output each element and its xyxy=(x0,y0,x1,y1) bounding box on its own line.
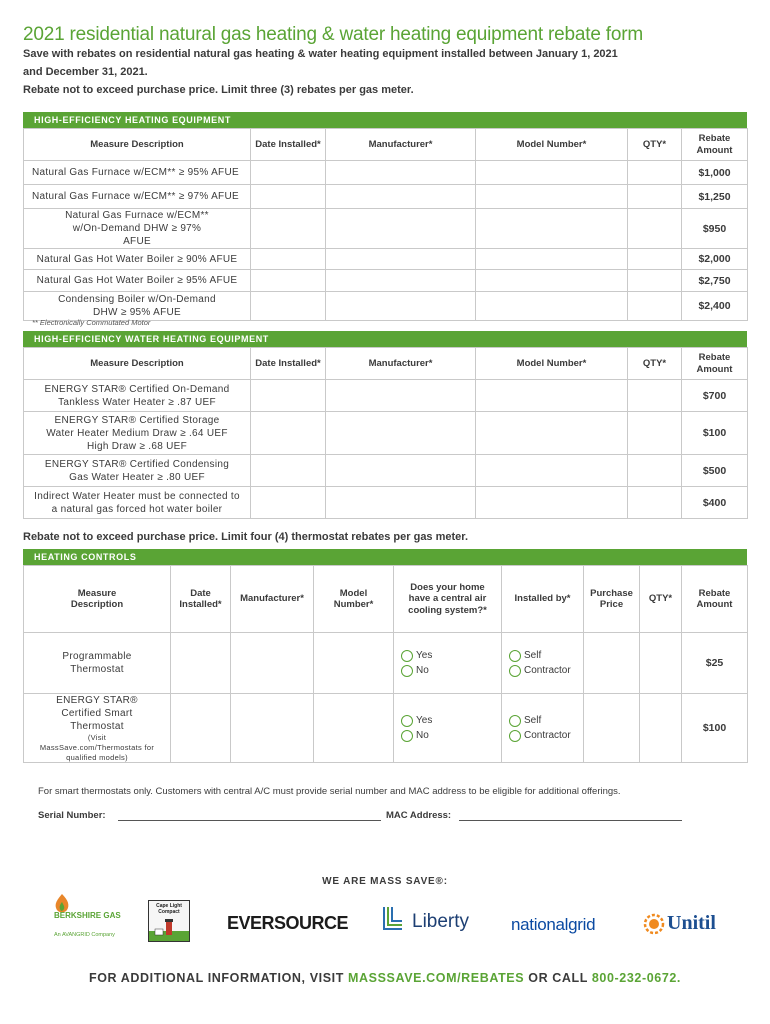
manufacturer-field[interactable] xyxy=(326,185,476,209)
qty-field[interactable] xyxy=(628,380,682,412)
purchase-price-field[interactable] xyxy=(584,633,640,694)
col-measure: Measure Description xyxy=(24,129,251,161)
col-central-air: Does your home have a central air cooling system?* xyxy=(394,566,502,633)
cape-light-text: Cape Light Compact xyxy=(156,903,182,915)
thermostat-limit-note: Rebate not to exceed purchase price. Limit four (4) thermostat rebates per gas meter. xyxy=(23,531,469,543)
table-row xyxy=(24,292,748,321)
table-row xyxy=(24,185,748,209)
unitil-logo xyxy=(643,911,723,941)
radio-button-icon[interactable] xyxy=(509,730,521,742)
manufacturer-field[interactable] xyxy=(326,380,476,412)
date-field[interactable] xyxy=(251,487,326,519)
measure-description: Natural Gas Hot Water Boiler ≥ 90% AFUE xyxy=(24,249,251,270)
liberty-mark-icon xyxy=(382,905,404,931)
serial-number-label: Serial Number: xyxy=(38,810,106,821)
radio-button-icon[interactable] xyxy=(509,650,521,662)
model-field[interactable] xyxy=(476,185,628,209)
radio-button-icon[interactable] xyxy=(509,715,521,727)
col-model: Model Number* xyxy=(476,129,628,161)
liberty-text: Liberty xyxy=(412,911,470,932)
model-field[interactable] xyxy=(476,270,628,292)
phone-number[interactable]: 800-232-0672. xyxy=(591,971,681,985)
water-header-row xyxy=(24,348,748,380)
table-row xyxy=(24,487,748,519)
contractor-label: Contractor xyxy=(524,665,571,676)
rebate-amount: $700 xyxy=(682,380,748,412)
manufacturer-field[interactable] xyxy=(231,633,314,694)
serial-number-field[interactable] xyxy=(118,820,381,821)
central-air-no-option[interactable] xyxy=(394,728,501,743)
model-field[interactable] xyxy=(476,292,628,321)
model-field[interactable] xyxy=(314,633,394,694)
eversource-logo: EVERSOURCE xyxy=(227,913,349,933)
masssave-link[interactable]: MASSSAVE.COM/REBATES xyxy=(348,971,525,985)
qty-field[interactable] xyxy=(628,292,682,321)
table-row xyxy=(24,694,748,763)
measure-description: Indirect Water Heater must be connected to a natural gas forced hot water boiler xyxy=(24,487,251,519)
table-row xyxy=(24,161,748,185)
water-table xyxy=(23,347,748,519)
page-title: 2021 residential natural gas heating & water heating equipment rebate form xyxy=(23,24,643,45)
measure-description: Condensing Boiler w/On-Demand DHW ≥ 95% AFUE xyxy=(24,292,251,321)
radio-button-icon[interactable] xyxy=(401,715,413,727)
radio-button-icon[interactable] xyxy=(401,650,413,662)
qty-field[interactable] xyxy=(628,249,682,270)
qty-field[interactable] xyxy=(628,209,682,249)
col-date: Date Installed* xyxy=(251,129,326,161)
qty-field[interactable] xyxy=(640,694,682,763)
sun-icon xyxy=(643,913,665,935)
no-label: No xyxy=(416,730,429,742)
rebate-amount: $400 xyxy=(682,487,748,519)
ecm-footnote: ** Electronically Commutated Motor xyxy=(32,318,151,327)
rebate-amount: $100 xyxy=(682,412,748,455)
mass-save-heading: WE ARE MASS SAVE®: xyxy=(322,876,448,887)
intro-line-2: and December 31, 2021. xyxy=(23,66,148,78)
col-qty: QTY* xyxy=(628,348,682,380)
rebate-amount: $100 xyxy=(682,694,748,763)
date-field[interactable] xyxy=(171,694,231,763)
berkshire-sub-text: An AVANGRID Company xyxy=(54,932,115,938)
table-row xyxy=(24,209,748,249)
rebate-amount: $2,000 xyxy=(682,249,748,270)
self-label: Self xyxy=(524,650,542,661)
col-rebate: Rebate Amount xyxy=(682,566,748,633)
yes-label: Yes xyxy=(416,650,433,661)
model-field[interactable] xyxy=(476,380,628,412)
measure-description-cell xyxy=(24,694,171,763)
model-field[interactable] xyxy=(476,161,628,185)
model-field[interactable] xyxy=(476,209,628,249)
qty-field[interactable] xyxy=(628,161,682,185)
manufacturer-field[interactable] xyxy=(326,270,476,292)
manufacturer-field[interactable] xyxy=(326,209,476,249)
col-rebate: Rebate Amount xyxy=(682,348,748,380)
berkshire-text: BERKSHIRE GAS xyxy=(54,911,121,920)
cape-light-compact-logo xyxy=(148,900,190,942)
lighthouse-icon xyxy=(149,919,189,941)
qty-field[interactable] xyxy=(628,455,682,487)
date-field[interactable] xyxy=(251,161,326,185)
self-label: Self xyxy=(524,715,542,727)
table-row xyxy=(24,270,748,292)
intro-line-1: Save with rebates on residential natural gas heating & water heating equipment installed between January 1, 2021 xyxy=(23,48,618,60)
qty-field[interactable] xyxy=(628,412,682,455)
central-air-yes-option[interactable] xyxy=(394,713,501,728)
rebate-amount: $1,000 xyxy=(682,161,748,185)
mac-address-field[interactable] xyxy=(459,820,682,821)
installed-by-cell xyxy=(502,694,584,763)
table-row xyxy=(24,249,748,270)
heating-section-header: HIGH-EFFICIENCY HEATING EQUIPMENT xyxy=(23,112,747,128)
installed-self-option[interactable] xyxy=(502,648,583,663)
col-qty: QTY* xyxy=(640,566,682,633)
installed-self-option[interactable] xyxy=(502,713,583,728)
radio-button-icon[interactable] xyxy=(509,665,521,677)
qty-field[interactable] xyxy=(628,270,682,292)
national-grid-logo: nationalgrid xyxy=(511,915,596,934)
liberty-logo xyxy=(382,905,482,939)
manufacturer-field[interactable] xyxy=(326,455,476,487)
rebate-amount: $1,250 xyxy=(682,185,748,209)
model-field[interactable] xyxy=(476,487,628,519)
qty-field[interactable] xyxy=(628,185,682,209)
central-air-cell xyxy=(394,633,502,694)
model-field[interactable] xyxy=(476,455,628,487)
col-manufacturer: Manufacturer* xyxy=(326,129,476,161)
smart-thermostat-note: For smart thermostats only. Customers with central A/C must provide serial number and MAC address to be eligible for additional offerings. xyxy=(38,786,621,797)
col-installed-by: Installed by* xyxy=(502,566,584,633)
installed-by-cell xyxy=(502,633,584,694)
col-rebate: Rebate Amount xyxy=(682,129,748,161)
date-field[interactable] xyxy=(171,633,231,694)
col-manufacturer: Manufacturer* xyxy=(326,348,476,380)
model-field[interactable] xyxy=(314,694,394,763)
central-air-no-option[interactable] xyxy=(394,663,501,678)
manufacturer-field[interactable] xyxy=(326,412,476,455)
model-field[interactable] xyxy=(476,249,628,270)
manufacturer-field[interactable] xyxy=(326,487,476,519)
measure-description: Natural Gas Furnace w/ECM** w/On-Demand DHW ≥ 97% AFUE xyxy=(24,209,251,249)
measure-description: Natural Gas Hot Water Boiler ≥ 95% AFUE xyxy=(24,270,251,292)
rebate-amount: $500 xyxy=(682,455,748,487)
mac-address-label: MAC Address: xyxy=(386,810,452,821)
central-air-yes-option[interactable] xyxy=(394,648,501,663)
col-purchase-price: Purchase Price xyxy=(584,566,640,633)
col-model: Model Number* xyxy=(314,566,394,633)
yes-label: Yes xyxy=(416,715,433,727)
measure-description: Natural Gas Furnace w/ECM** ≥ 95% AFUE xyxy=(24,161,251,185)
berkshire-gas-logo xyxy=(46,893,126,943)
table-row xyxy=(24,412,748,455)
measure-description: Programmable Thermostat xyxy=(24,633,171,694)
unitil-text: Unitil xyxy=(667,912,716,934)
date-field[interactable] xyxy=(251,270,326,292)
col-date: Date Installed* xyxy=(171,566,231,633)
controls-table xyxy=(23,565,748,763)
date-field[interactable] xyxy=(251,455,326,487)
radio-button-icon[interactable] xyxy=(401,665,413,677)
model-field[interactable] xyxy=(476,412,628,455)
col-measure: Measure Description xyxy=(24,348,251,380)
date-field[interactable] xyxy=(251,292,326,321)
date-field[interactable] xyxy=(251,380,326,412)
manufacturer-field[interactable] xyxy=(326,249,476,270)
col-manufacturer: Manufacturer* xyxy=(231,566,314,633)
col-measure: Measure Description xyxy=(24,566,171,633)
table-row xyxy=(24,455,748,487)
rebate-amount: $950 xyxy=(682,209,748,249)
controls-header-row xyxy=(24,566,748,633)
date-field[interactable] xyxy=(251,249,326,270)
rebate-amount: $25 xyxy=(682,633,748,694)
measure-description: ENERGY STAR® Certified Smart Thermostat xyxy=(56,695,138,732)
heating-header-row xyxy=(24,129,748,161)
manufacturer-field[interactable] xyxy=(231,694,314,763)
footer-middle: OR CALL xyxy=(528,971,588,985)
installed-contractor-option[interactable] xyxy=(502,728,583,743)
water-section-header: HIGH-EFFICIENCY WATER HEATING EQUIPMENT xyxy=(23,331,747,347)
qty-field[interactable] xyxy=(628,487,682,519)
table-row xyxy=(24,380,748,412)
table-row xyxy=(24,633,748,694)
col-model: Model Number* xyxy=(476,348,628,380)
controls-section-header: HEATING CONTROLS xyxy=(23,549,747,565)
date-field[interactable] xyxy=(251,209,326,249)
manufacturer-field[interactable] xyxy=(326,292,476,321)
rebate-amount: $2,400 xyxy=(682,292,748,321)
col-date: Date Installed* xyxy=(251,348,326,380)
measure-description: ENERGY STAR® Certified Storage Water Heater Medium Draw ≥ .64 UEF High Draw ≥ .68 UEF xyxy=(24,412,251,455)
measure-description: ENERGY STAR® Certified On-Demand Tankless Water Heater ≥ .87 UEF xyxy=(24,380,251,412)
qty-field[interactable] xyxy=(640,633,682,694)
footer-prefix: FOR ADDITIONAL INFORMATION, VISIT xyxy=(88,971,344,985)
intro-line-3: Rebate not to exceed purchase price. Limit three (3) rebates per gas meter. xyxy=(23,84,414,96)
date-field[interactable] xyxy=(251,412,326,455)
rebate-amount: $2,750 xyxy=(682,270,748,292)
manufacturer-field[interactable] xyxy=(326,161,476,185)
no-label: No xyxy=(416,665,429,676)
date-field[interactable] xyxy=(251,185,326,209)
heating-table xyxy=(23,128,748,321)
qualified-models-note: (Visit MassSave.com/Thermostats for qualified models) xyxy=(39,733,155,762)
col-qty: QTY* xyxy=(628,129,682,161)
installed-contractor-option[interactable] xyxy=(502,663,583,678)
measure-description: ENERGY STAR® Certified Condensing Gas Water Heater ≥ .80 UEF xyxy=(24,455,251,487)
radio-button-icon[interactable] xyxy=(401,730,413,742)
measure-description: Natural Gas Furnace w/ECM** ≥ 97% AFUE xyxy=(24,185,251,209)
central-air-cell xyxy=(394,694,502,763)
footer-info xyxy=(0,971,770,985)
contractor-label: Contractor xyxy=(524,730,571,742)
purchase-price-field[interactable] xyxy=(584,694,640,763)
